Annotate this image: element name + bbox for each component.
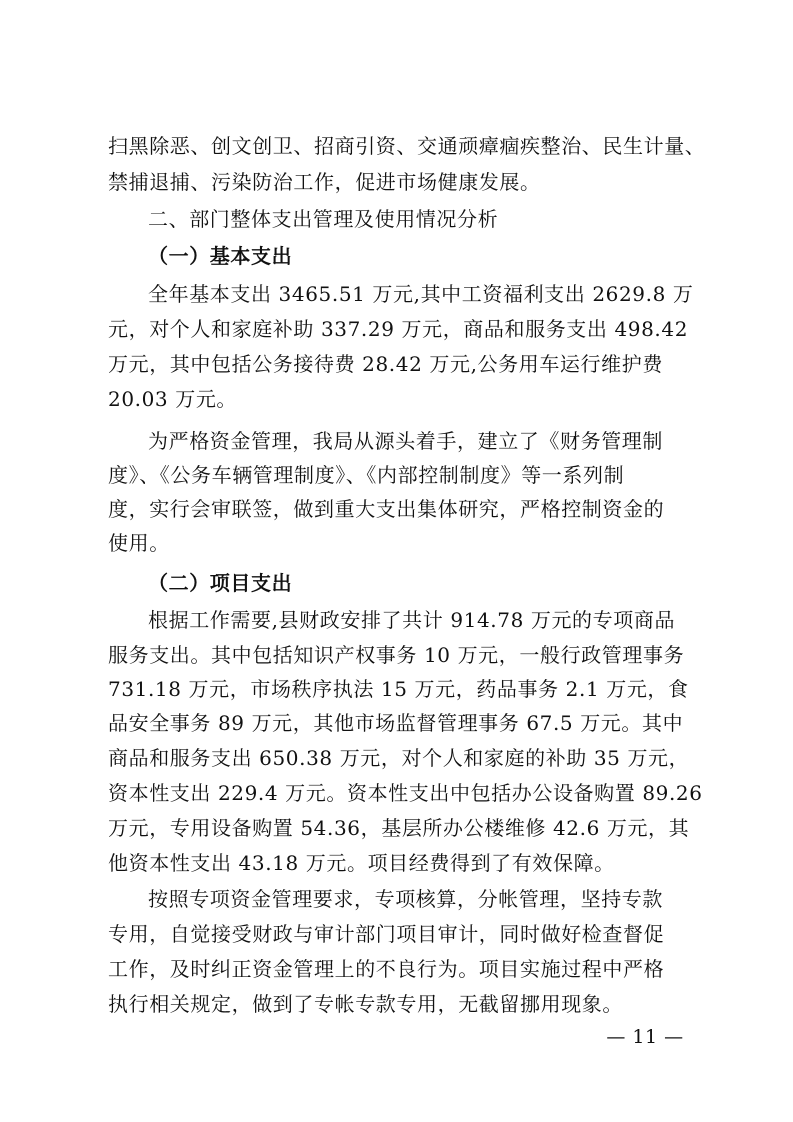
body-text-line: 万元，专用设备购置 54.36，基层所办公楼维修 42.6 万元，其 (108, 816, 690, 840)
body-text-line: 使用。 (108, 531, 170, 555)
body-text-line: 度，实行会审联签，做到重大支出集体研究，严格控制资金的 (108, 497, 665, 521)
body-text-line: 专用，自觉接受财政与审计部门项目审计，同时做好检查督促 (108, 922, 665, 946)
body-text-line: 度》、《公务车辆管理制度》、《内部控制制度》等一系列制 (108, 463, 625, 487)
body-text-line: 禁捕退捕、污染防治工作，促进市场健康发展。 (108, 170, 541, 194)
body-text-line: 按照专项资金管理要求，专项核算，分帐管理，坚持专款 (148, 887, 663, 911)
body-text-line: 执行相关规定，做到了专帐专款专用，无截留挪用现象。 (108, 992, 623, 1016)
body-text-line: 为严格资金管理，我局从源头着手，建立了《财务管理制 (148, 429, 663, 453)
body-text-line: 扫黑除恶、创文创卫、招商引资、交通顽瘴痼疾整治、民生计量、 (108, 134, 706, 158)
body-text-line: 731.18 万元，市场秩序执法 15 万元，药品事务 2.1 万元，食 (108, 677, 689, 701)
body-text-line: 服务支出。其中包括知识产权事务 10 万元，一般行政管理事务 (108, 643, 685, 667)
body-text-line: 根据工作需要,县财政安排了共计 914.78 万元的专项商品 (148, 608, 676, 632)
body-text-line: 商品和服务支出 650.38 万元，对个人和家庭的补助 35 万元， (108, 746, 690, 770)
section-heading: 二、部门整体支出管理及使用情况分析 (148, 207, 499, 231)
page-number: — 11 — (606, 1026, 684, 1048)
body-text-line: 万元，其中包括公务接待费 28.42 万元,公务用车运行维护费 (108, 352, 663, 376)
body-text-line: 全年基本支出 3465.51 万元,其中工资福利支出 2629.8 万 (148, 282, 694, 306)
body-text-line: 他资本性支出 43.18 万元。项目经费得到了有效保障。 (108, 851, 615, 875)
body-text-line: 资本性支出 229.4 万元。资本性支出中包括办公设备购置 89.26 (108, 781, 703, 805)
subsection-heading-basic-expenditure: （一）基本支出 (148, 244, 293, 268)
body-text-line: 工作，及时纠正资金管理上的不良行为。项目实施过程中严格 (108, 957, 665, 981)
subsection-heading-project-expenditure: （二）项目支出 (148, 571, 293, 595)
body-text-line: 元，对个人和家庭补助 337.29 万元，商品和服务支出 498.42 (108, 317, 689, 341)
body-text-line: 品安全事务 89 万元，其他市场监督管理事务 67.5 万元。其中 (108, 711, 684, 735)
body-text-line: 20.03 万元。 (108, 387, 238, 411)
